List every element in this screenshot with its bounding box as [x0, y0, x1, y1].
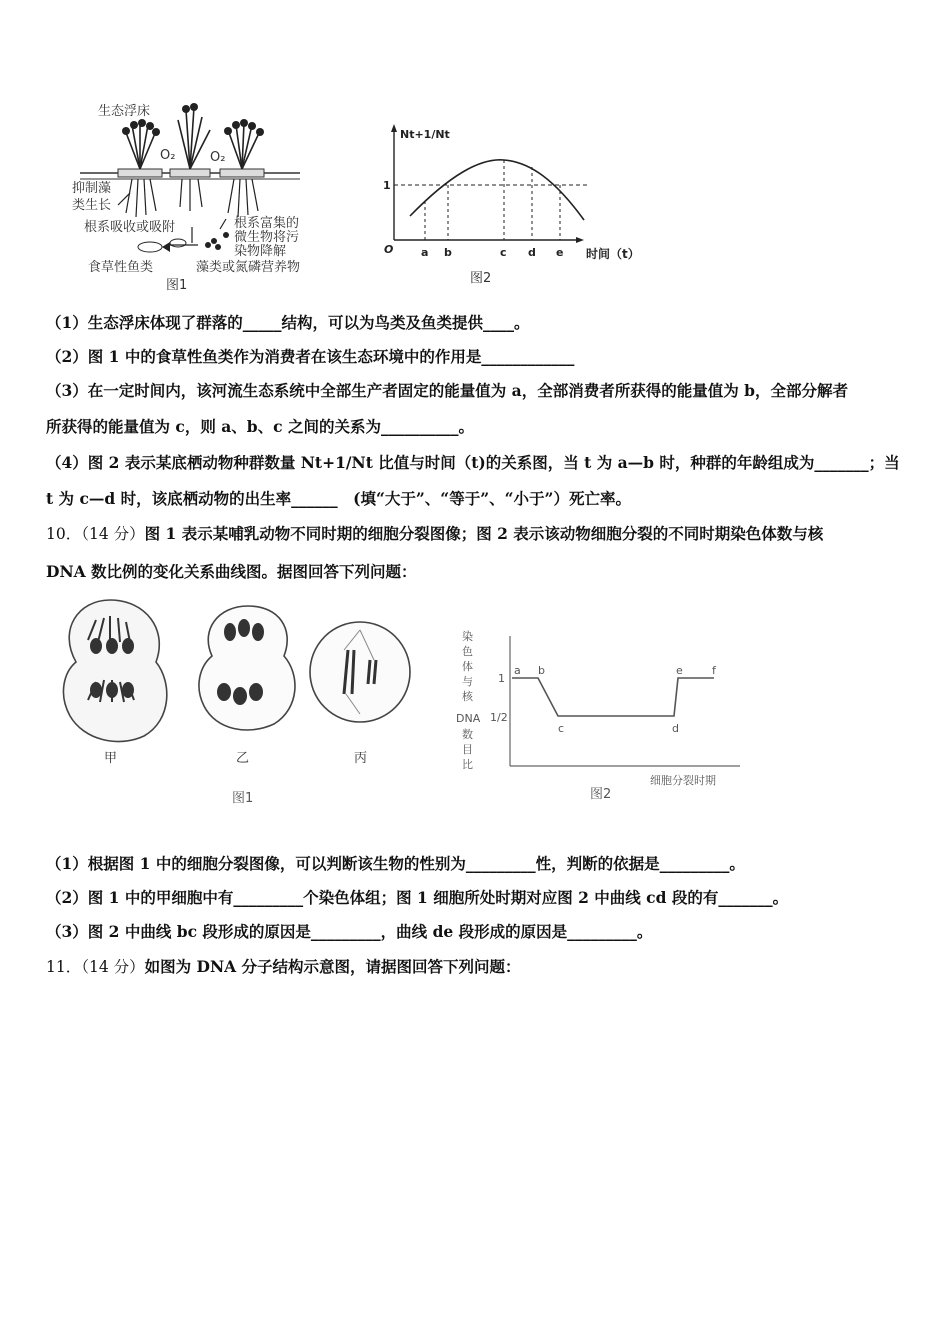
floating-bed-figure [70, 95, 310, 295]
y-char: 比 [462, 758, 473, 771]
fig2-top-caption: 图2 [470, 271, 492, 286]
y-char: 与 [462, 675, 473, 688]
q9-part3b: 所获得的能量值为 c，则 a、b、c 之间的关系为__________。 [46, 417, 474, 436]
fig1-top-caption: 图1 [166, 278, 188, 293]
q11-heading [46, 955, 521, 977]
ratio-xtick: a [421, 246, 429, 259]
y-char: DNA [456, 712, 481, 725]
ratio-x-label: 时间（t） [586, 247, 640, 261]
cell-label-bing: 丙 [354, 751, 368, 766]
o2-label-b: O₂ [210, 150, 226, 165]
y-char: 核 [462, 690, 473, 703]
q9-part4a: （4）图 2 表示某底栖动物种群数量 Nt+1/Nt 比值与时间（t)的关系图，当 t 为 a—b 时，种群的年龄组成为_______；当 [46, 453, 900, 472]
ratio-xtick: b [444, 246, 452, 259]
float-bed-label: 生态浮床 [98, 104, 151, 119]
point-d: d [672, 722, 679, 735]
q9-part1: （1）生态浮床体现了群落的_____结构，可以为鸟类及鱼类提供____。 [46, 313, 530, 332]
ratio-xtick: c [500, 246, 507, 259]
y-char: 目 [462, 743, 473, 756]
ytick-half: 1/2 [490, 711, 508, 724]
y-char: 数 [462, 728, 473, 741]
q9-part4b: t 为 c—d 时，该底栖动物的出生率______ (填“大于”、“等于”、“小于”）死亡率。 [46, 489, 631, 508]
ratio-y-label: Nt+1/Nt [400, 128, 450, 141]
q10-number: 10．（14 分） [46, 525, 145, 543]
q11-number: 11．（14 分） [46, 958, 145, 976]
point-a: a [514, 664, 521, 677]
y-char: 体 [462, 660, 473, 673]
q10-fig2-caption: 图2 [590, 787, 612, 802]
inhibit-label: 抑制藻 [72, 181, 112, 196]
ytick-one: 1 [498, 672, 505, 685]
root-microbe-label-2: 微生物将污 [234, 230, 300, 245]
o2-label-a: O₂ [160, 148, 176, 163]
x-axis-label: 细胞分裂时期 [650, 774, 716, 787]
q11-heading-text: 如图为 DNA 分子结构示意图，请据图回答下列问题： [144, 957, 521, 976]
ratio-xtick: d [528, 246, 536, 259]
inhibit-label-2: 类生长 [72, 198, 112, 213]
q10-part3: （3）图 2 中曲线 bc 段形成的原因是_________，曲线 de 段形成的原因是_________。 [46, 922, 653, 941]
ratio-xtick: e [556, 246, 564, 259]
root-microbe-label-3: 染物降解 [234, 244, 287, 259]
q10-fig1-caption: 图1 [232, 791, 254, 806]
ratio-ytick-one: 1 [383, 179, 391, 192]
cell-label-jia: 甲 [104, 751, 118, 766]
point-f: f [712, 664, 716, 677]
ratio-origin: O [384, 243, 394, 256]
ratio-curve [512, 678, 714, 716]
y-char: 染 [462, 630, 473, 643]
cell-label-yi: 乙 [236, 751, 250, 766]
point-c: c [558, 722, 565, 735]
q10-part1: （1）根据图 1 中的细胞分裂图像，可以判断该生物的性别为_________性，判断的依据是_________。 [46, 854, 745, 873]
q10-heading [46, 522, 823, 544]
fish-label: 食草性鱼类 [88, 260, 154, 275]
q10-heading-text: 图 1 表示某哺乳动物不同时期的细胞分裂图像；图 2 表示该动物细胞分裂的不同时期染色体数与核 [144, 524, 824, 543]
q10-heading-2: DNA 数比例的变化关系曲线图。据图回答下列问题： [46, 562, 417, 581]
point-e: e [676, 664, 683, 677]
point-b: b [538, 664, 545, 677]
root-absorb-label: 根系吸收或吸附 [84, 220, 176, 235]
cell-division-figure [48, 590, 428, 812]
q10-part2: （2）图 1 中的甲细胞中有_________个染色体组；图 1 细胞所处时期对应图 2 中曲线 cd 段的有_______。 [46, 888, 789, 907]
root-microbe-label-1: 根系富集的 [234, 216, 300, 231]
algae-label: 藻类或氮磷营养物 [196, 260, 301, 275]
population-ratio-chart [380, 120, 660, 295]
chromosome-dna-ratio-chart [450, 628, 750, 808]
q9-part2: （2）图 1 中的食草性鱼类作为消费者在该生态环境中的作用是____________ [46, 347, 575, 366]
q9-part3a: （3）在一定时间内，该河流生态系统中全部生产者固定的能量值为 a，全部消费者所获得的能量值为 b，全部分解者 [46, 381, 848, 400]
y-char: 色 [462, 645, 473, 658]
